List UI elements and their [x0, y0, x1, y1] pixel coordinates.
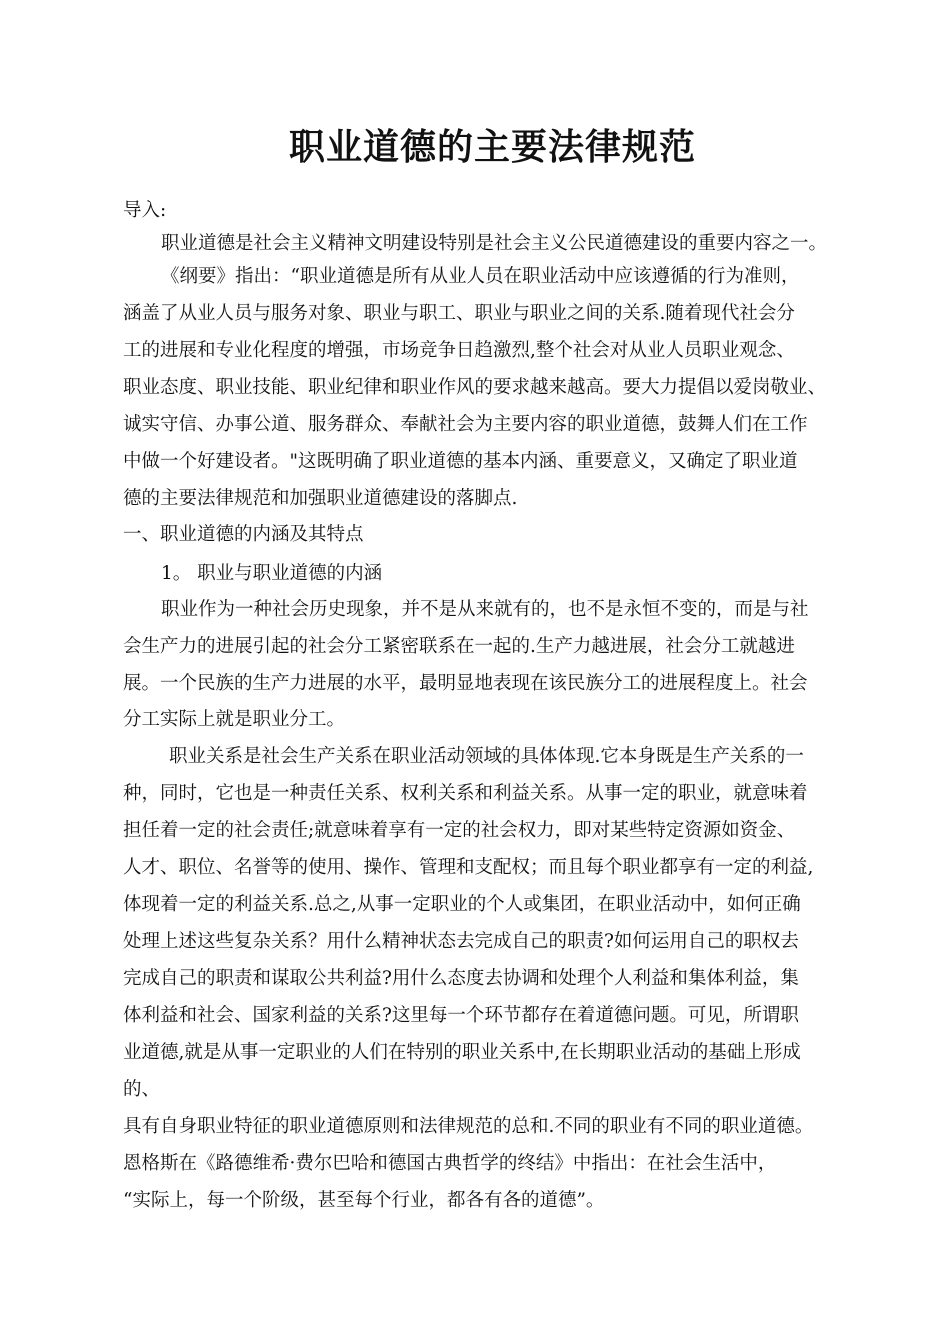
paragraph-line: 诚实守信、办事公道、服务群众、奉献社会为主要内容的职业道德，鼓舞人们在工作: [123, 414, 808, 435]
paragraph-line: 职业作为一种社会历史现象，并不是从来就有的，也不是永恒不变的，而是与社: [161, 599, 809, 620]
paragraph-line: 完成自己的职责和谋取公共利益?用什么态度去协调和处理个人利益和集体利益，集: [123, 968, 799, 989]
paragraph-line: 涵盖了从业人员与服务对象、职业与职工、职业与职业之间的关系.随着现代社会分: [123, 303, 795, 324]
paragraph-line: 具有自身职业特征的职业道德原则和法律规范的总和.不同的职业有不同的职业道德。: [123, 1116, 814, 1137]
paragraph-line: 体现着一定的利益关系.总之,从事一定职业的个人或集团，在职业活动中，如何正确: [123, 894, 801, 915]
paragraph-line: 的、: [123, 1079, 161, 1100]
paragraph-line: 种，同时，它也是一种责任关系、权利关系和利益关系。从事一定的职业，就意味着: [123, 783, 808, 804]
subsection-heading: 1。 职业与职业道德的内涵: [161, 563, 383, 584]
paragraph-line: 业道德,就是从事一定职业的人们在特别的职业关系中,在长期职业活动的基础上形成: [123, 1042, 801, 1063]
paragraph-line: 分工实际上就是职业分工。: [123, 709, 346, 730]
paragraph-line: 德的主要法律规范和加强职业道德建设的落脚点.: [123, 488, 518, 509]
paragraph-line: 展。一个民族的生产力进展的水平，最明显地表现在该民族分工的进展程度上。社会: [123, 673, 808, 694]
paragraph-line: 体利益和社会、国家利益的关系?这里每一个环节都存在着道德问题。可见，所谓职: [123, 1005, 799, 1026]
paragraph-line: 人才、职位、名誉等的使用、操作、管理和支配权；而且每个职业都享有一定的利益,: [123, 857, 814, 878]
document-title: 职业道德的主要法律规范: [288, 126, 696, 168]
section-heading: 一、职业道德的内涵及其特点: [123, 524, 364, 545]
paragraph-line: 处理上述这些复杂关系？用什么精神状态去完成自己的职责?如何运用自己的职权去: [123, 931, 799, 952]
paragraph-line: 会生产力的进展引起的社会分工紧密联系在一起的.生产力越进展，社会分工就越进: [123, 636, 795, 657]
paragraph-line: 职业关系是社会生产关系在职业活动领域的具体体现.它本身既是生产关系的一: [169, 746, 804, 767]
paragraph-line: “实际上，每一个阶级，甚至每个行业，都各有各的道德”。: [123, 1190, 605, 1211]
paragraph-line: 担任着一定的社会责任;就意味着享有一定的社会权力，即对某些特定资源如资金、: [123, 820, 796, 841]
paragraph-line: 职业道德是社会主义精神文明建设特别是社会主义公民道德建设的重要内容之一。: [161, 233, 828, 254]
paragraph-line: 恩格斯在《路德维希·费尔巴哈和德国古典哲学的终结》中指出：在社会生活中，: [123, 1153, 777, 1174]
intro-label: 导入:: [123, 200, 167, 221]
paragraph-line: 《纲要》指出：“职业道德是所有从业人员在职业活动中应该遵循的行为准则，: [161, 266, 800, 287]
paragraph-line: 工的进展和专业化程度的增强，市场竞争日趋激烈,整个社会对从业人员职业观念、: [123, 340, 795, 361]
paragraph-line: 职业态度、职业技能、职业纪律和职业作风的要求越来越高。要大力提倡以爱岗敬业、: [123, 377, 827, 398]
paragraph-line: 中做一个好建设者。"这既明确了职业道德的基本内涵、重要意义，又确定了职业道: [123, 451, 798, 472]
